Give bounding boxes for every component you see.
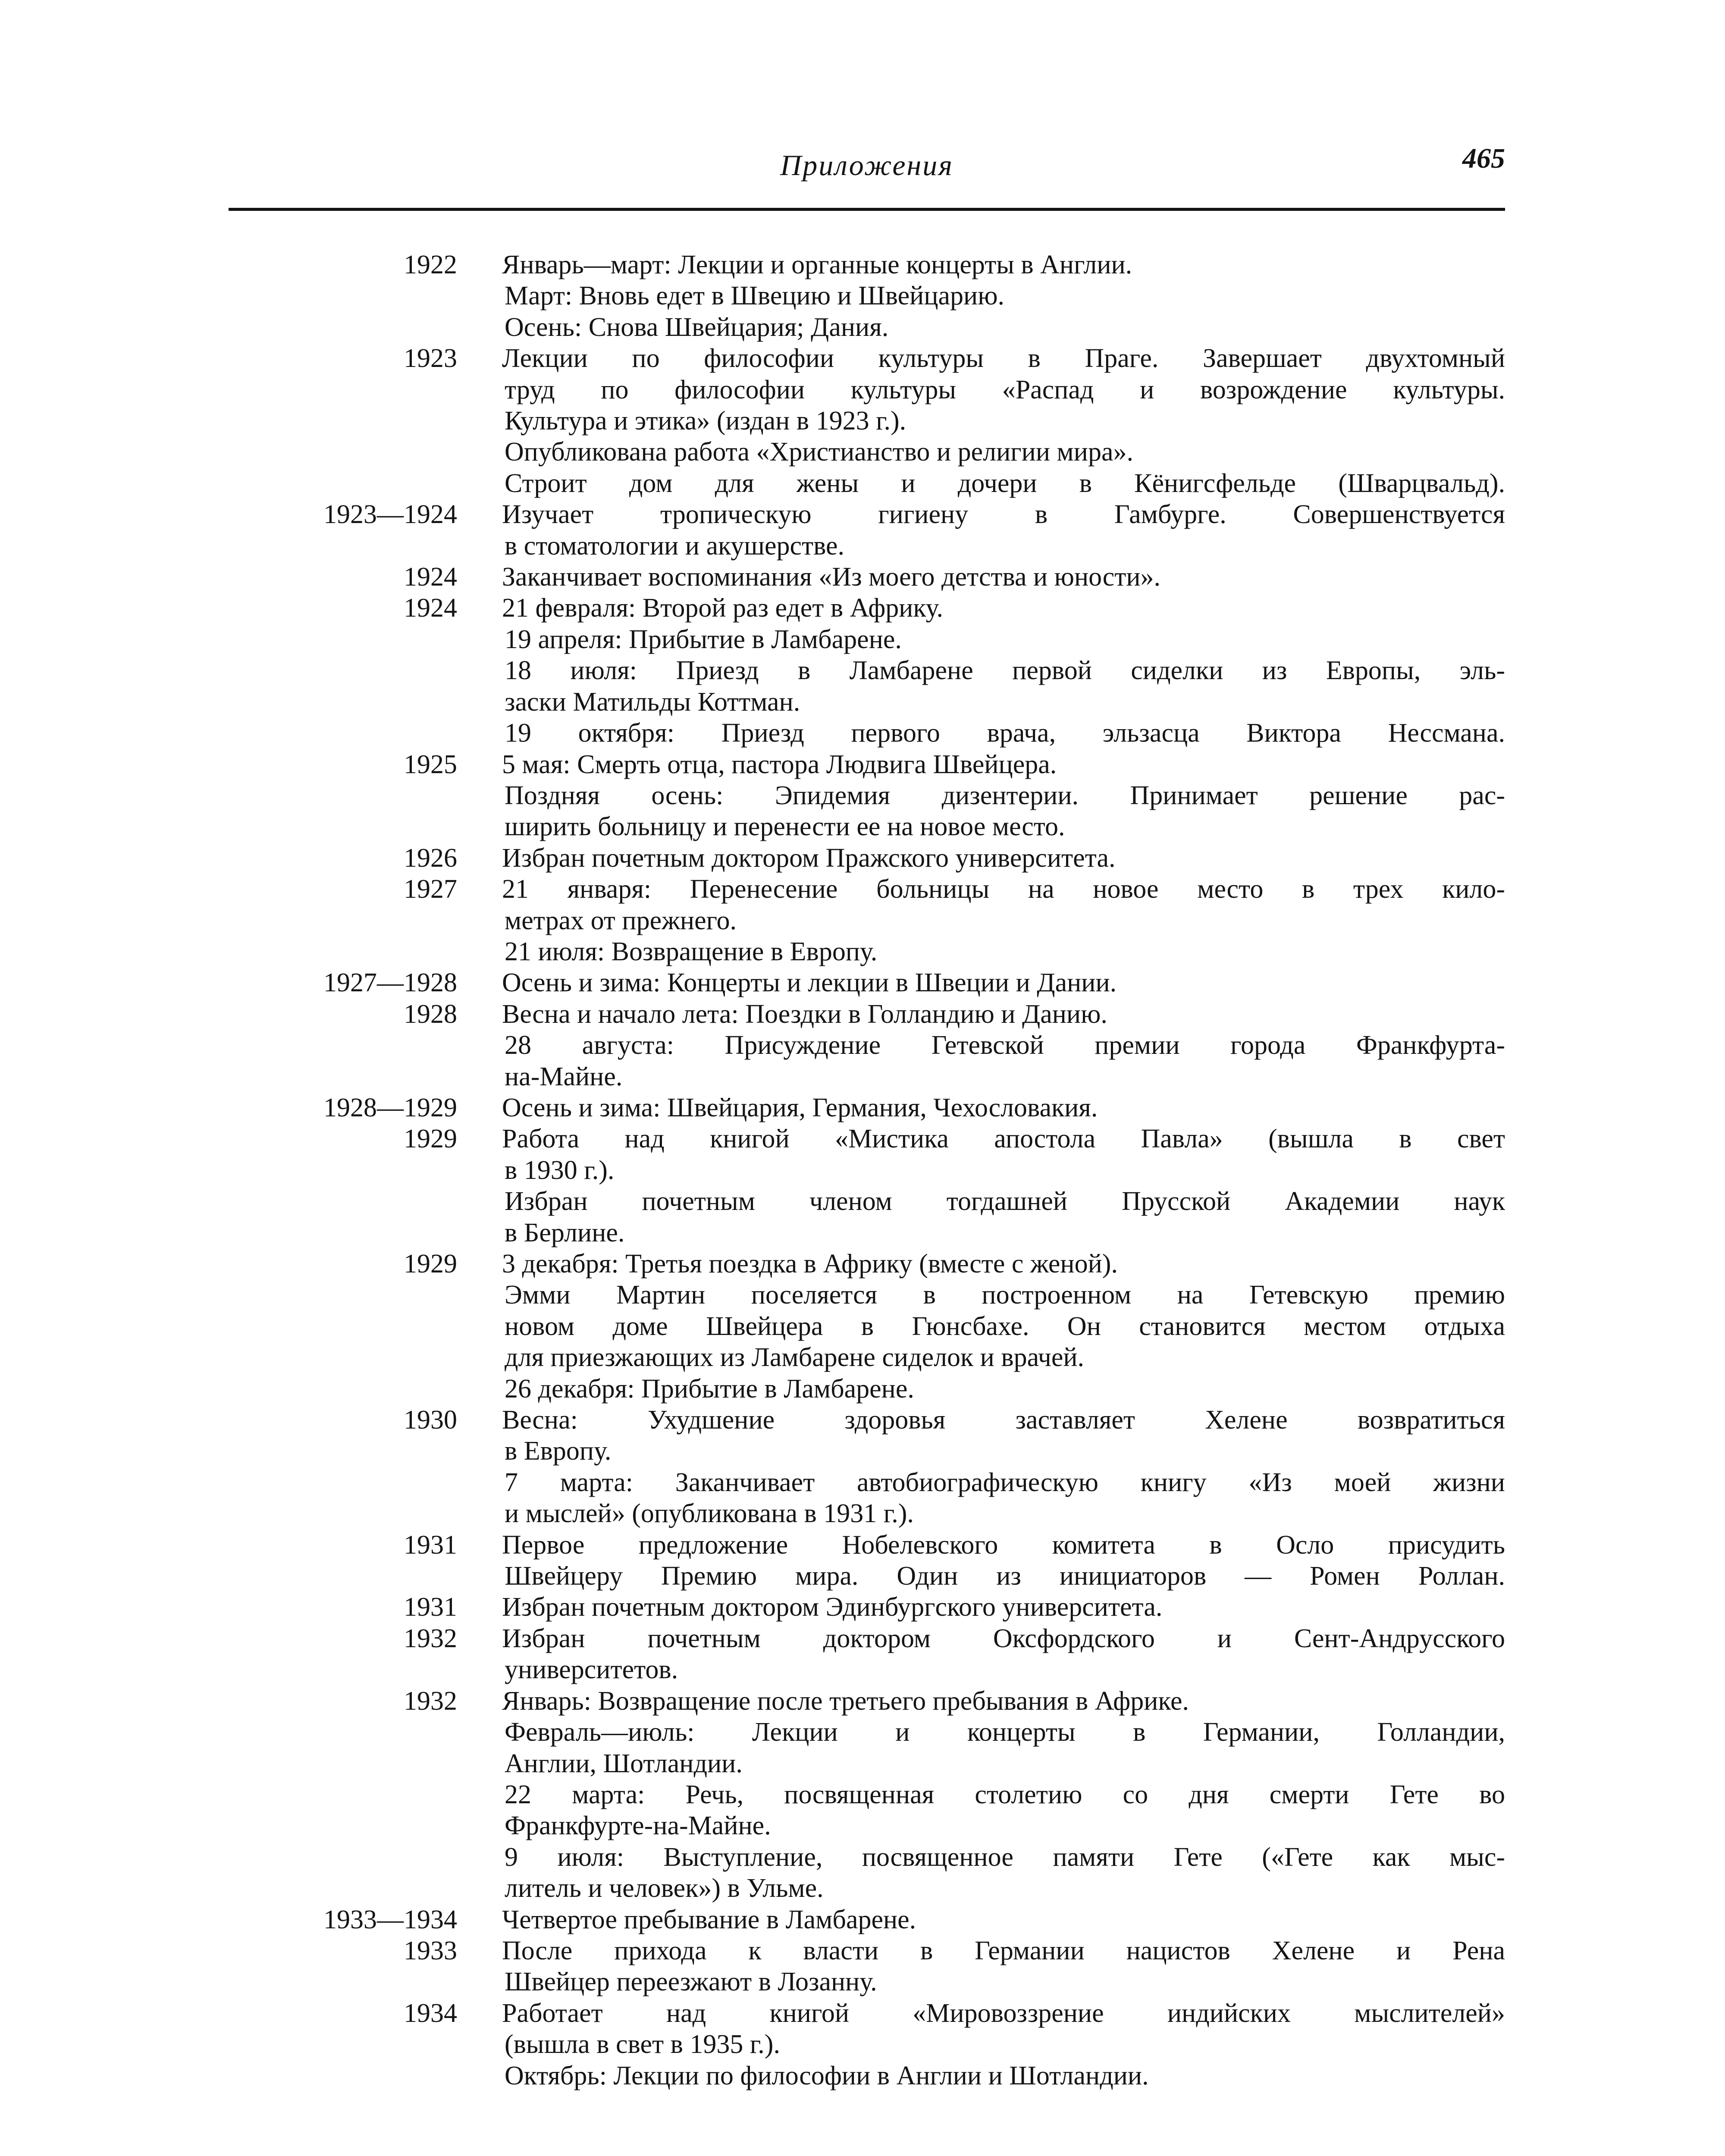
entry-text — [502, 999, 1505, 1092]
entry-text — [502, 1904, 1505, 1935]
chronology-entry — [285, 343, 1505, 499]
entry-line: Весна и начало лета: Поездки в Голландию и Данию. — [502, 999, 1107, 1029]
entry-year: 1926 — [404, 843, 457, 873]
entry-line: 9 июля: Выступление, посвященное памяти Гете («Гете как мыс- — [505, 1842, 1505, 1872]
entry-line: в стоматологии и акушерстве. — [505, 531, 845, 561]
entry-line: метрах от прежнего. — [505, 906, 737, 935]
header-rule — [229, 208, 1505, 211]
entry-text — [502, 1248, 1505, 1404]
chronology-entry — [285, 249, 1505, 343]
entry-line: После прихода к власти в Германии нацистов Хелене и Рена — [502, 1936, 1505, 1965]
entry-text — [502, 1686, 1505, 1904]
entry-text — [502, 843, 1505, 874]
entry-line: заски Матильды Коттман. — [505, 687, 800, 717]
chronology-entry — [285, 1686, 1505, 1904]
entry-text — [502, 1404, 1505, 1529]
entry-line: Эмми Мартин поселяется в построенном на Гетевскую премию — [505, 1280, 1505, 1310]
entry-line: 26 декабря: Прибытие в Ламбарене. — [505, 1374, 914, 1404]
entry-text — [502, 561, 1505, 592]
chronology-entry — [285, 967, 1505, 998]
entry-line: новом доме Швейцера в Гюнсбахе. Он становится местом отдыха — [505, 1311, 1505, 1341]
entry-line: труд по философии культуры «Распад и возрождение культуры. — [505, 375, 1505, 404]
page-header — [229, 142, 1505, 194]
chronology-entry — [285, 499, 1505, 561]
entry-line: в Берлине. — [505, 1218, 625, 1247]
entry-year: 1923 — [404, 344, 457, 373]
chronology-entry — [285, 749, 1505, 843]
chronology-entry — [285, 1592, 1505, 1623]
entry-line: 19 апреля: Прибытие в Ламбарене. — [505, 624, 902, 654]
entry-line: в Европу. — [505, 1436, 612, 1466]
entry-line: Февраль—июль: Лекции и концерты в Германии, Голландии, — [505, 1717, 1505, 1747]
entry-year: 1923—1924 — [323, 500, 457, 530]
entry-line: в 1930 г.). — [505, 1155, 615, 1185]
entry-line: Швейцер переезжают в Лозанну. — [505, 1967, 877, 1997]
entry-line: Осень и зима: Концерты и лекции в Швеции и Дании. — [502, 968, 1117, 998]
entry-text — [502, 874, 1505, 967]
entry-line: 21 июля: Возвращение в Европу. — [505, 937, 878, 966]
entry-line: 21 февраля: Второй раз едет в Африку. — [502, 593, 943, 623]
entry-line: Весна: Ухудшение здоровья заставляет Хелене возвратиться — [502, 1405, 1505, 1435]
chronology-entry — [285, 1404, 1505, 1529]
chronology-entry — [285, 1529, 1505, 1592]
entry-text — [502, 249, 1505, 343]
entry-year: 1929 — [404, 1124, 457, 1154]
entry-line: Осень и зима: Швейцария, Германия, Чехословакия. — [502, 1093, 1098, 1122]
entry-line: (вышла в свет в 1935 г.). — [505, 2030, 780, 2059]
entry-year: 1933 — [404, 1936, 457, 1965]
entry-year: 1928 — [404, 999, 457, 1029]
entry-year: 1927 — [404, 874, 457, 904]
entry-line: Избран почетным доктором Эдинбургского университета. — [502, 1592, 1163, 1622]
entry-year: 1932 — [404, 1686, 457, 1716]
entry-text — [502, 592, 1505, 749]
entry-text — [502, 1623, 1505, 1686]
entry-year: 1933—1934 — [323, 1905, 457, 1934]
entry-line: 5 мая: Смерть отца, пастора Людвига Швейцера. — [502, 749, 1057, 779]
entry-line: Октябрь: Лекции по философии в Англии и Шотландии. — [505, 2061, 1149, 2090]
entry-line: Избран почетным доктором Оксфордского и Сент-Андрусского — [502, 1623, 1505, 1653]
entry-text — [502, 343, 1505, 499]
entry-line: литель и человек») в Ульме. — [505, 1874, 824, 1903]
running-title: Приложения — [780, 149, 953, 182]
entry-line: Строит дом для жены и дочери в Кёнигсфельде (Шварцвальд). — [505, 468, 1505, 498]
entry-line: Заканчивает воспоминания «Из моего детства и юности». — [502, 562, 1160, 592]
entry-text — [502, 749, 1505, 843]
entry-year: 1931 — [404, 1592, 457, 1622]
entry-text — [502, 1592, 1505, 1623]
entry-line: 22 марта: Речь, посвященная столетию со дня смерти Гете во — [505, 1780, 1505, 1809]
entry-line: 19 октября: Приезд первого врача, эльзасца Виктора Нессмана. — [505, 718, 1505, 748]
entry-text — [502, 967, 1505, 998]
entry-text — [502, 1998, 1505, 2091]
entry-line: ширить больницу и перенести ее на новое место. — [505, 812, 1065, 842]
entry-line: Швейцеру Премию мира. Один из инициаторов — Ромен Роллан. — [505, 1561, 1505, 1591]
entry-year: 1928—1929 — [323, 1093, 457, 1122]
entry-line: Работает над книгой «Мировоззрение индийских мыслителей» — [502, 1998, 1505, 2028]
entry-line: Лекции по философии культуры в Праге. Завершает двухтомный — [502, 344, 1505, 373]
chronology-entry — [285, 592, 1505, 749]
entry-line: 21 января: Перенесение больницы на новое место в трех кило- — [502, 874, 1505, 904]
entry-line: Январь: Возвращение после третьего пребывания в Африке. — [502, 1686, 1189, 1716]
entry-line: Избран почетным доктором Пражского университета. — [502, 843, 1116, 873]
entry-line: Изучает тропическую гигиену в Гамбурге. Совершенствуется — [502, 500, 1505, 530]
entry-line: Первое предложение Нобелевского комитета в Осло присудить — [502, 1530, 1505, 1560]
entry-line: Избран почетным членом тогдашней Прусской Академии наук — [505, 1187, 1505, 1216]
entry-year: 1924 — [404, 562, 457, 592]
chronology-entry — [285, 1623, 1505, 1686]
entry-line: Март: Вновь едет в Швецию и Швейцарию. — [505, 281, 1005, 311]
entry-year: 1930 — [404, 1405, 457, 1435]
entry-line: и мыслей» (опубликована в 1931 г.). — [505, 1499, 914, 1529]
entry-line: Четвертое пребывание в Ламбарене. — [502, 1905, 916, 1934]
chronology-entry — [285, 561, 1505, 592]
entry-line: университетов. — [505, 1655, 678, 1685]
entry-line: Англии, Шотландии. — [505, 1749, 743, 1778]
chronology-entry — [285, 1123, 1505, 1248]
entry-line: 3 декабря: Третья поездка в Африку (вместе с женой). — [502, 1249, 1118, 1279]
chronology-entry — [285, 1248, 1505, 1404]
entry-text — [502, 1092, 1505, 1123]
entry-line: 28 августа: Присуждение Гетевской премии города Франкфурта- — [505, 1031, 1505, 1060]
chronology-entry — [285, 999, 1505, 1092]
entry-year: 1922 — [404, 250, 457, 279]
entry-line: Франкфурте-на-Майне. — [505, 1811, 771, 1841]
entry-line: для приезжающих из Ламбарене сиделок и врачей. — [505, 1343, 1085, 1373]
entry-year: 1934 — [404, 1998, 457, 2028]
entry-text — [502, 1935, 1505, 1998]
entry-line: на-Майне. — [505, 1062, 623, 1091]
entry-year: 1931 — [404, 1530, 457, 1560]
chronology-entry — [285, 874, 1505, 967]
entry-line: Опубликована работа «Христианство и религии мира». — [505, 437, 1133, 467]
chronology-entry — [285, 1904, 1505, 1935]
entry-year: 1924 — [404, 593, 457, 623]
entry-line: 7 марта: Заканчивает автобиографическую книгу «Из моей жизни — [505, 1467, 1505, 1497]
entry-year: 1925 — [404, 749, 457, 779]
chronology-entry — [285, 843, 1505, 874]
entry-line: 18 июля: Приезд в Ламбарене первой сиделки из Европы, эль- — [505, 656, 1505, 686]
entry-text — [502, 1123, 1505, 1248]
entry-year: 1932 — [404, 1623, 457, 1653]
entry-line: Работа над книгой «Мистика апостола Павла» (вышла в свет — [502, 1124, 1505, 1154]
page-number: 465 — [1462, 143, 1505, 174]
chronology-entry — [285, 1935, 1505, 1998]
entry-text — [502, 499, 1505, 561]
chronology-entry — [285, 1092, 1505, 1123]
entry-line: Январь—март: Лекции и органные концерты в Англии. — [502, 250, 1132, 279]
entry-year: 1927—1928 — [323, 968, 457, 998]
entry-text — [502, 1529, 1505, 1592]
chronology-entry — [285, 1998, 1505, 2091]
entry-year: 1929 — [404, 1249, 457, 1279]
entry-line: Поздняя осень: Эпидемия дизентерии. Принимает решение рас- — [505, 780, 1505, 810]
chronology — [285, 249, 1505, 2091]
entry-line: Осень: Снова Швейцария; Дания. — [505, 312, 889, 342]
entry-line: Культура и этика» (издан в 1923 г.). — [505, 406, 906, 436]
